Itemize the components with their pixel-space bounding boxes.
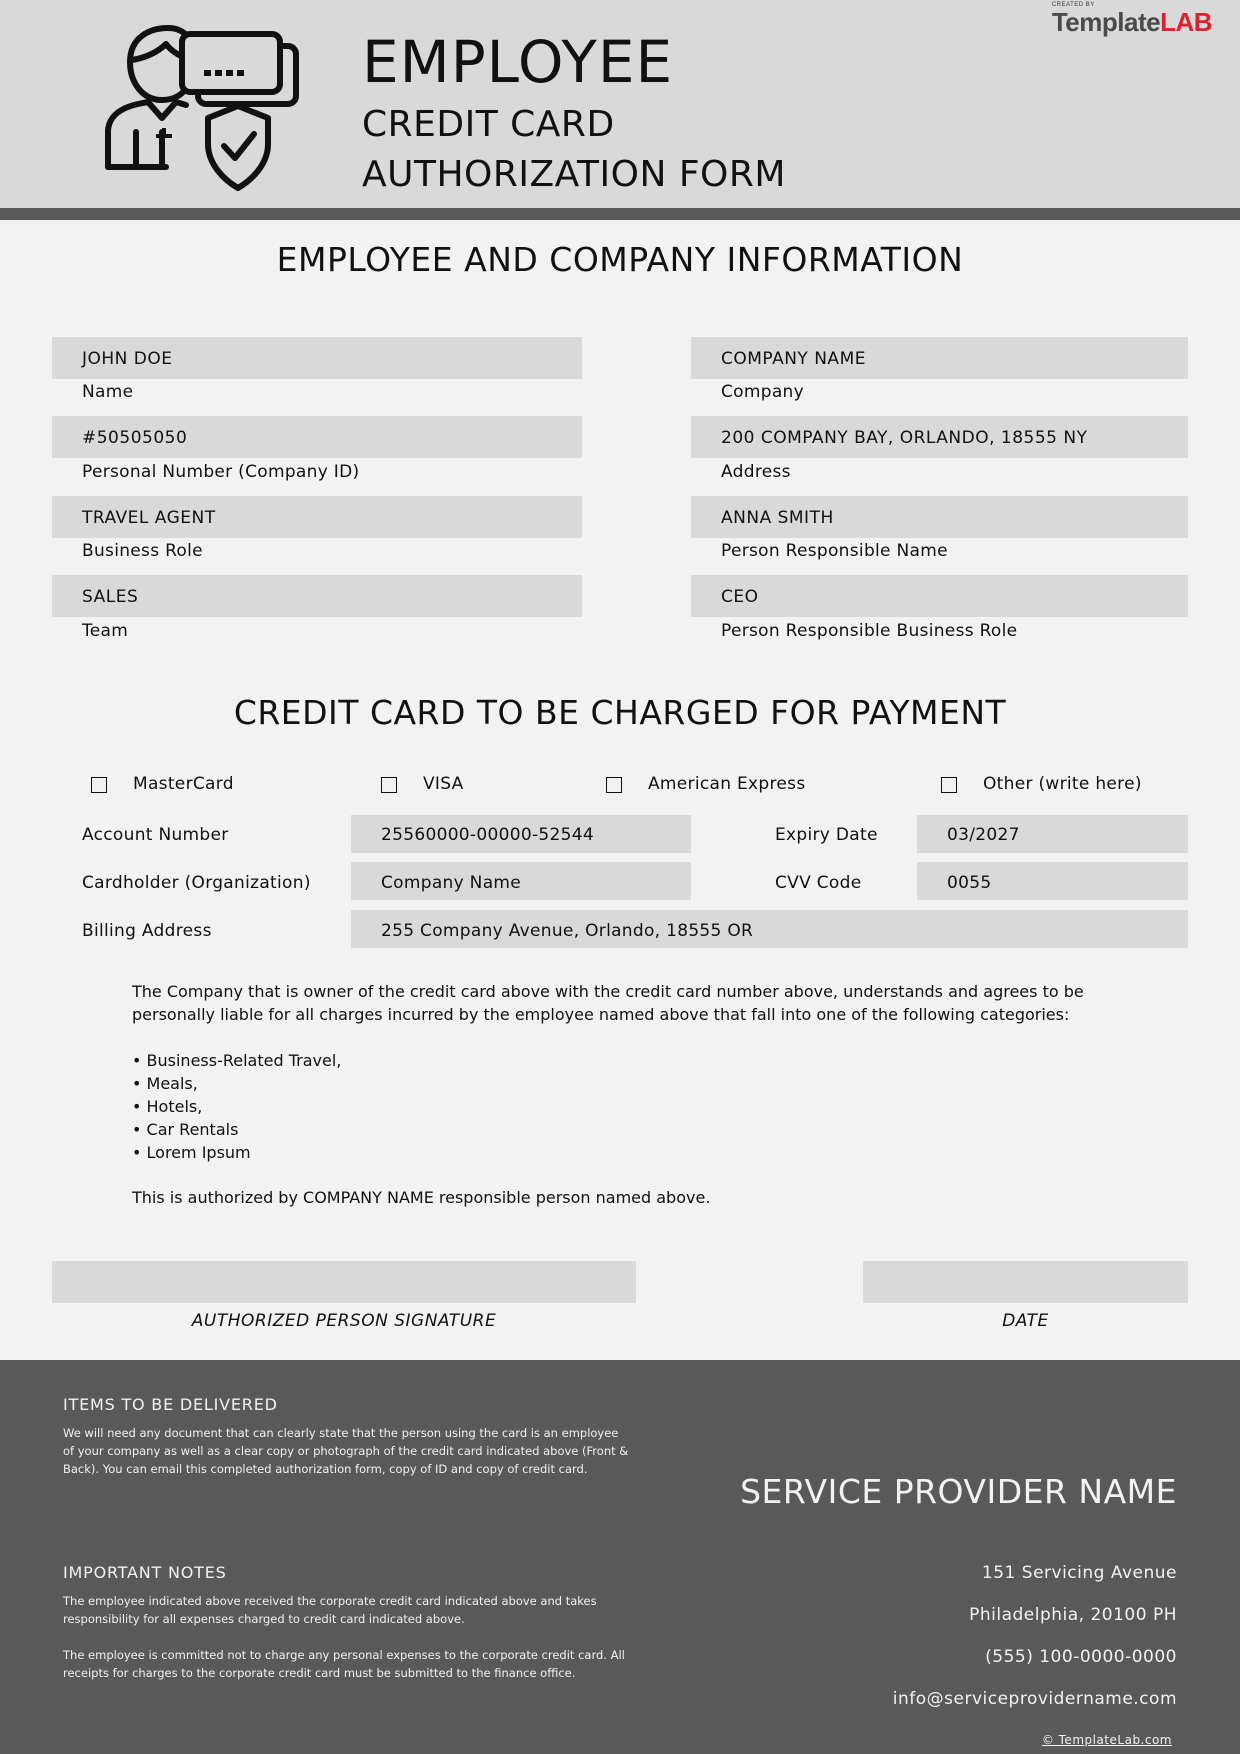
category-item: • Meals,	[132, 1074, 198, 1093]
service-provider-name: SERVICE PROVIDER NAME	[740, 1472, 1177, 1511]
form-title-line3: AUTHORIZATION FORM	[362, 154, 786, 195]
signature-field[interactable]	[52, 1261, 636, 1303]
cvv-label: CVV Code	[775, 873, 862, 893]
provider-email[interactable]: info@serviceprovidername.com	[892, 1689, 1177, 1709]
account-number-label: Account Number	[82, 825, 229, 845]
responsible-role-label: Person Responsible Business Role	[721, 621, 1018, 641]
employee-section-title: EMPLOYEE AND COMPANY INFORMATION	[276, 240, 964, 279]
cardholder-value: Company Name	[381, 873, 522, 893]
signature-label: AUTHORIZED PERSON SIGNATURE	[191, 1311, 497, 1331]
address-label: Address	[721, 462, 791, 482]
form-title-line2: CREDIT CARD	[362, 104, 615, 145]
date-field[interactable]	[863, 1261, 1188, 1303]
account-number-value: 25560000-00000-52544	[381, 825, 594, 845]
brand-created-by: CREATED BY	[1051, 2, 1095, 8]
provider-city: Philadelphia, 20100 PH	[969, 1605, 1177, 1625]
provider-phone: (555) 100-0000-0000	[985, 1647, 1177, 1667]
amex-label: American Express	[648, 774, 806, 794]
team-value: SALES	[82, 587, 139, 607]
responsible-role-value: CEO	[721, 587, 759, 607]
copyright-link[interactable]: © TemplateLab.com	[1041, 1733, 1172, 1747]
visa-label: VISA	[423, 774, 464, 794]
name-value: JOHN DOE	[82, 349, 173, 369]
responsible-name-value: ANNA SMITH	[721, 508, 834, 528]
form-title-main: EMPLOYEE	[362, 28, 674, 96]
other-card-checkbox[interactable]	[941, 777, 957, 793]
brand-template: Template	[1051, 7, 1161, 37]
payment-section-title: CREDIT CARD TO BE CHARGED FOR PAYMENT	[233, 693, 1007, 732]
expiry-date-value: 03/2027	[947, 825, 1020, 845]
personal-number-value: #50505050	[82, 428, 188, 448]
company-label: Company	[721, 382, 804, 402]
brand-lab: LAB	[1160, 7, 1212, 37]
important-notes-title: IMPORTANT NOTES	[63, 1563, 227, 1582]
footer	[0, 1360, 1240, 1754]
templatelab-logo	[1052, 2, 1212, 35]
other-card-label: Other (write here)	[983, 774, 1142, 794]
cardholder-label: Cardholder (Organization)	[82, 873, 311, 893]
agreement-paragraph: The Company that is owner of the credit card above with the credit card number above, understands and agrees to be personally liable for all charges incurred by the employee named above that fall into one of the following categories:	[132, 982, 1084, 1024]
header	[0, 0, 1240, 208]
name-label: Name	[82, 382, 134, 402]
category-item: • Car Rentals	[132, 1120, 239, 1139]
expiry-date-label: Expiry Date	[775, 825, 878, 845]
category-item: • Hotels,	[132, 1097, 203, 1116]
mastercard-checkbox[interactable]	[91, 777, 107, 793]
items-delivered-title: ITEMS TO BE DELIVERED	[63, 1395, 278, 1414]
billing-address-value: 255 Company Avenue, Orlando, 18555 OR	[381, 921, 754, 941]
amex-checkbox[interactable]	[606, 777, 622, 793]
visa-checkbox[interactable]	[381, 777, 397, 793]
category-item: • Business-Related Travel,	[132, 1051, 342, 1070]
authorization-statement: This is authorized by COMPANY NAME responsible person named above.	[132, 1188, 711, 1207]
category-list	[132, 1049, 341, 1164]
employee-card-shield-icon	[100, 22, 305, 197]
category-item: • Lorem Ipsum	[132, 1143, 251, 1162]
provider-address: 151 Servicing Avenue	[981, 1563, 1177, 1583]
company-value: COMPANY NAME	[721, 349, 866, 369]
items-delivered-text: We will need any document that can clearly state that the person using the card is an employee of your company as well as a clear copy or photograph of the credit card indicated above (Front & Back). You can email this completed authorization form, copy of ID and copy of credit card.	[63, 1426, 629, 1476]
responsible-name-label: Person Responsible Name	[721, 541, 948, 561]
mastercard-label: MasterCard	[133, 774, 234, 794]
business-role-value: TRAVEL AGENT	[82, 508, 216, 528]
team-label: Team	[82, 621, 129, 641]
important-notes-text-1: The employee indicated above received the corporate credit card indicated above and takes responsibility for all expenses charged to credit card indicated above.	[63, 1594, 597, 1626]
header-divider	[0, 208, 1240, 220]
business-role-label: Business Role	[82, 541, 203, 561]
important-notes-text-2: The employee is committed not to charge any personal expenses to the corporate credit card. All receipts for charges to the corporate credit card must be submitted to the finance office.	[63, 1648, 625, 1680]
date-label: DATE	[1002, 1311, 1049, 1331]
responsible-role-field[interactable]	[691, 575, 1188, 617]
address-value: 200 COMPANY BAY, ORLANDO, 18555 NY	[721, 428, 1088, 448]
personal-number-label: Personal Number (Company ID)	[82, 462, 360, 482]
billing-address-label: Billing Address	[82, 921, 212, 941]
cvv-value: 0055	[947, 873, 992, 893]
